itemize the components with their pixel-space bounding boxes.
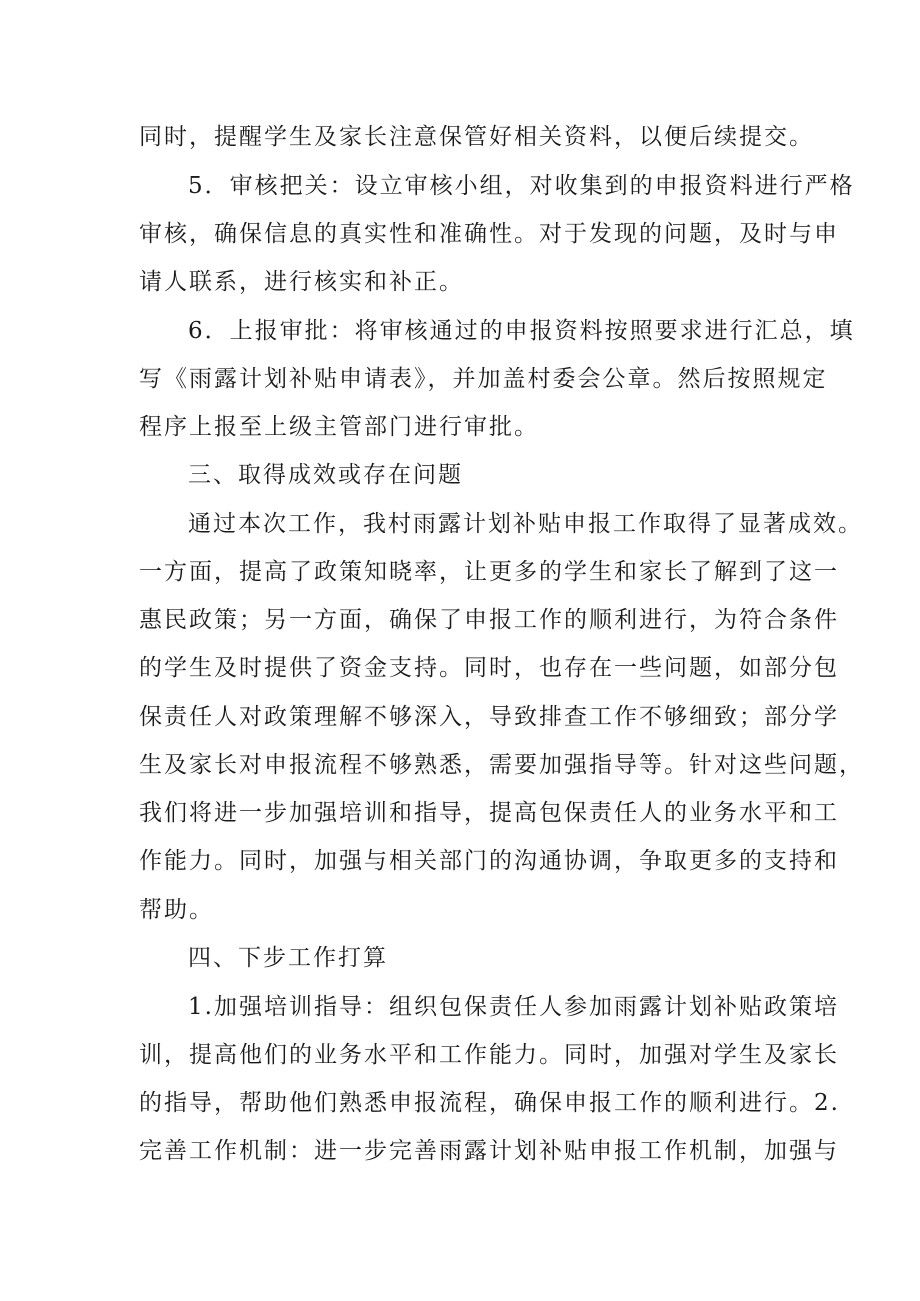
paragraph-line: 请人联系，进行核实和补正。 xyxy=(139,269,464,295)
paragraph-line: 的指导，帮助他们熟悉申报流程，确保申报工作的顺利进行。2. xyxy=(139,1090,840,1116)
paragraph-line: 训，提高他们的业务水平和工作能力。同时，加强对学生及家长 xyxy=(139,1042,839,1068)
paragraph-line: 程序上报至上级主管部门进行审批。 xyxy=(139,414,539,440)
paragraph-line: 1.加强培训指导：组织包保责任人参加雨露计划补贴政策培 xyxy=(188,994,839,1020)
paragraph-line: 生及家长对申报流程不够熟悉，需要加强指导等。针对这些问题， xyxy=(139,752,864,778)
paragraph-line: 写《雨露计划补贴申请表》，并加盖村委会公章。然后按照规定 xyxy=(139,366,828,392)
paragraph-line: 5．审核把关：设立审核小组，对收集到的申报资料进行严格 xyxy=(188,173,855,199)
paragraph-line: 惠民政策；另一方面，确保了申报工作的顺利进行，为符合条件 xyxy=(139,607,839,633)
paragraph-line: 审核，确保信息的真实性和准确性。对于发现的问题，及时与申 xyxy=(139,221,839,247)
paragraph-line: 帮助。 xyxy=(139,897,214,923)
paragraph-line: 一方面，提高了政策知晓率，让更多的学生和家长了解到了这一 xyxy=(139,559,839,585)
paragraph-line: 保责任人对政策理解不够深入，导致排查工作不够细致；部分学 xyxy=(139,704,839,730)
section-heading: 三、取得成效或存在问题 xyxy=(188,462,463,488)
section-heading: 四、下步工作打算 xyxy=(188,945,388,971)
paragraph-line: 同时，提醒学生及家长注意保管好相关资料，以便后续提交。 xyxy=(139,124,814,150)
paragraph-line: 的学生及时提供了资金支持。同时，也存在一些问题，如部分包 xyxy=(139,655,839,681)
paragraph-line: 通过本次工作，我村雨露计划补贴申报工作取得了显著成效。 xyxy=(188,511,863,537)
paragraph-line: 6．上报审批：将审核通过的申报资料按照要求进行汇总，填 xyxy=(188,318,855,344)
paragraph-line: 作能力。同时，加强与相关部门的沟通协调，争取更多的支持和 xyxy=(139,848,839,874)
paragraph-line: 完善工作机制：进一步完善雨露计划补贴申报工作机制，加强与 xyxy=(139,1138,839,1164)
paragraph-line: 我们将进一步加强培训和指导，提高包保责任人的业务水平和工 xyxy=(139,800,839,826)
